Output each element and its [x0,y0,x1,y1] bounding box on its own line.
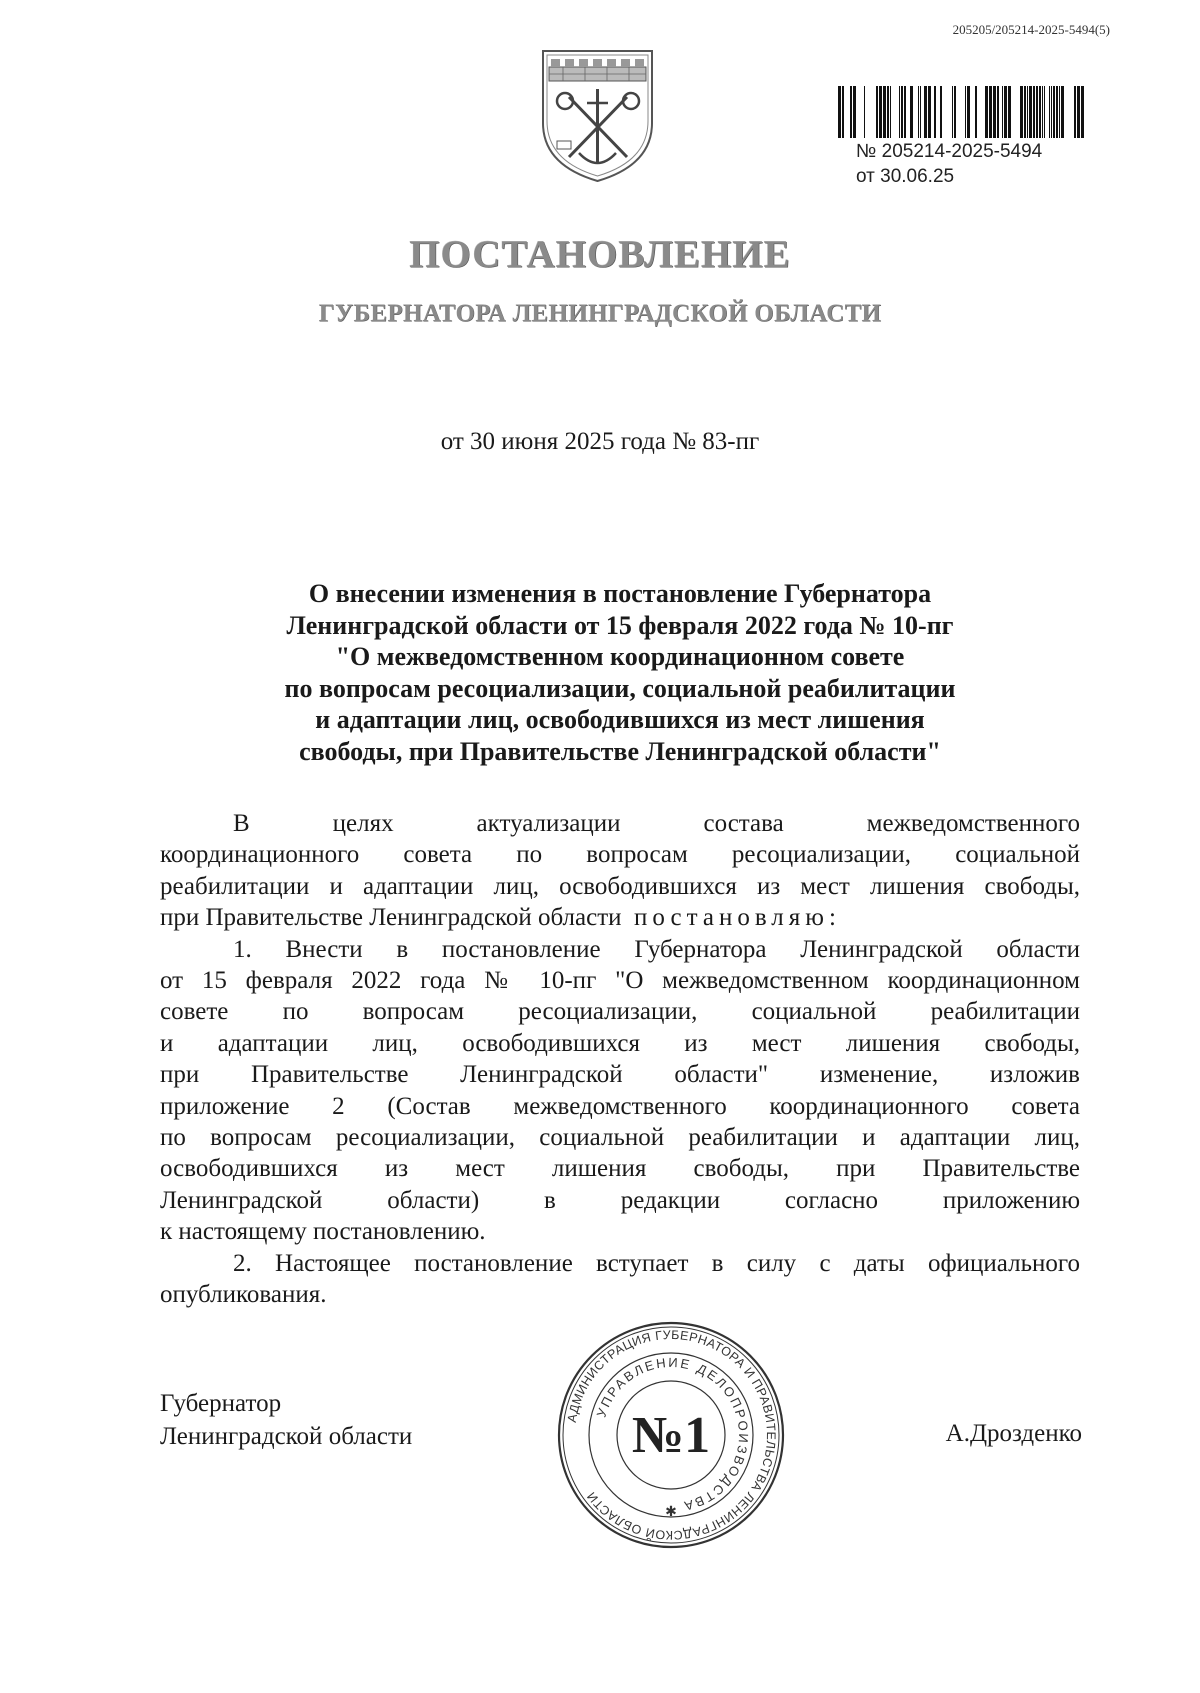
body-line: и адаптации лиц, освободившихся из мест лишения свободы, [160,1029,1080,1057]
body-line: 1. Внести в постановление Губернатора Ленинградской области [233,935,1080,963]
registration-date: от 30.06.25 [856,166,955,187]
body-line: от 15 февраля 2022 года № 10-пг "О межведомственном координационном [160,967,1080,995]
signatory-position-line: Губернатор [160,1390,282,1417]
barcode-icon [836,86,1084,138]
barcode-bar [985,86,988,138]
barcode-bar [1024,86,1026,138]
subject-line: по вопросам ресоциализации, социальной реабилитации [284,673,956,703]
subject-line: свободы, при Правительстве Ленинградской области" [299,736,941,766]
body-line: по вопросам ресоциализации, социальной реабилитации и адаптации лиц, [160,1124,1080,1152]
body-line: координационного совета по вопросам ресоциализации, социальной [160,841,1080,869]
barcode-bar [1051,86,1052,138]
barcode-bar [1002,86,1003,138]
barcode-bar [989,86,992,138]
svg-text:✱: ✱ [665,1505,677,1520]
barcode-bar [952,86,953,138]
body-line: опубликования. [160,1281,327,1309]
barcode-bar [924,86,927,138]
barcode-bar [883,86,886,138]
barcode-bar [876,86,878,138]
document-title: ПОСТАНОВЛЕНИЕ [409,233,791,276]
signatory-position [160,1387,412,1453]
barcode-bar [940,86,942,138]
barcode-bar [850,86,852,138]
body-line: к настоящему постановлению. [160,1218,486,1246]
subject-line: Ленинградской области от 15 февраля 2022 года № 10-пг [286,610,954,640]
barcode-bar [1053,86,1055,138]
body-line-prefix: при Правительстве Ленинградской области [160,904,622,932]
body-line: приложение 2 (Состав межведомственного координационного совета [160,1092,1080,1120]
signatory-position-line: Ленинградской области [160,1423,413,1450]
coat-of-arms-icon [535,45,660,185]
body-line: В целях актуализации состава межведомственного [233,810,1080,837]
barcode-bar [1033,86,1035,138]
body-line [160,902,1080,933]
barcode-bar [1059,86,1060,138]
barcode-bar [928,86,931,138]
barcode-bar [838,86,841,138]
barcode-bar [1027,86,1028,138]
document-body [160,808,1080,1311]
registration-number: № 205214-2025-5494 [856,141,1043,162]
reference-code: 205205/205214-2025-5494(5) [952,22,1110,37]
document-subject [160,578,1080,767]
barcode-bar [1036,86,1038,138]
barcode-bar [901,86,903,138]
seal-inner-text: УПРАВЛЕНИЕ ДЕЛОПРОИЗВОДСТВА [593,1354,752,1515]
barcode-bar [1056,86,1058,138]
body-line: совете по вопросам ресоциализации, социальной реабилитации [160,998,1080,1026]
body-line: реабилитации и адаптации лиц, освободившихся из мест лишения свободы, [160,872,1080,900]
signatory-name: А.Дрозденко [945,1420,1082,1447]
barcode-bar [975,86,977,138]
registration-block [856,139,1042,189]
barcode-bar [1039,86,1041,138]
barcode-bar [918,86,919,138]
barcode-bar [1020,86,1023,138]
barcode-bar [899,86,900,138]
barcode-bar [853,86,856,138]
barcode-bar [1077,86,1080,138]
barcode-bar [1008,86,1011,138]
subject-line: "О межведомственном координационном совете [335,642,905,671]
barcode-bar [1049,86,1050,138]
barcode-bar [864,86,865,138]
barcode-bar [1029,86,1032,138]
barcode-bar [1061,86,1064,138]
subject-line: и адаптации лиц, освободившихся из мест лишения [315,705,925,734]
barcode-bar [993,86,996,138]
document-issuer: ГУБЕРНАТОРА ЛЕНИНГРАДСКОЙ ОБЛАСТИ [318,300,882,327]
barcode-bar [954,86,956,138]
body-line: освободившихся из мест лишения свободы, при Правительстве [160,1155,1080,1183]
barcode-bar [842,86,844,138]
official-seal-icon [556,1320,786,1550]
barcode-bar [997,86,999,138]
barcode-bar [1074,86,1076,138]
body-line: 2. Настоящее постановление вступает в силу с даты официального [233,1249,1080,1277]
barcode-bar [904,86,906,138]
barcode-bar [967,86,970,138]
body-line: при Правительстве Ленинградской области" изменение, изложив [160,1061,1080,1089]
barcode-bar [1004,86,1007,138]
body-line: Ленинградской области) в редакции согласно приложению [160,1186,1080,1214]
barcode-bar [965,86,966,138]
barcode-bar [910,86,913,138]
resolution-keyword: постановляю: [634,904,841,932]
barcode-bar [934,86,936,138]
subject-line: О внесении изменения в постановление Губернатора [308,579,932,608]
barcode-bar [1042,86,1043,138]
barcode-bar [890,86,891,138]
barcode-bar [879,86,882,138]
seal-outer-text: АДМИНИСТРАЦИЯ ГУБЕРНАТОРА И ПРАВИТЕЛЬСТВА ЛЕНИНГРАДСКОЙ ОБЛАСТИ [564,1327,779,1543]
barcode-bar [887,86,889,138]
barcode-bar [1081,86,1084,138]
barcode-bar [1044,86,1045,138]
seal-number: №1 [631,1407,711,1464]
barcode-bar [920,86,921,138]
document-date-number: от 30 июня 2025 года № 83-пг [440,428,760,455]
